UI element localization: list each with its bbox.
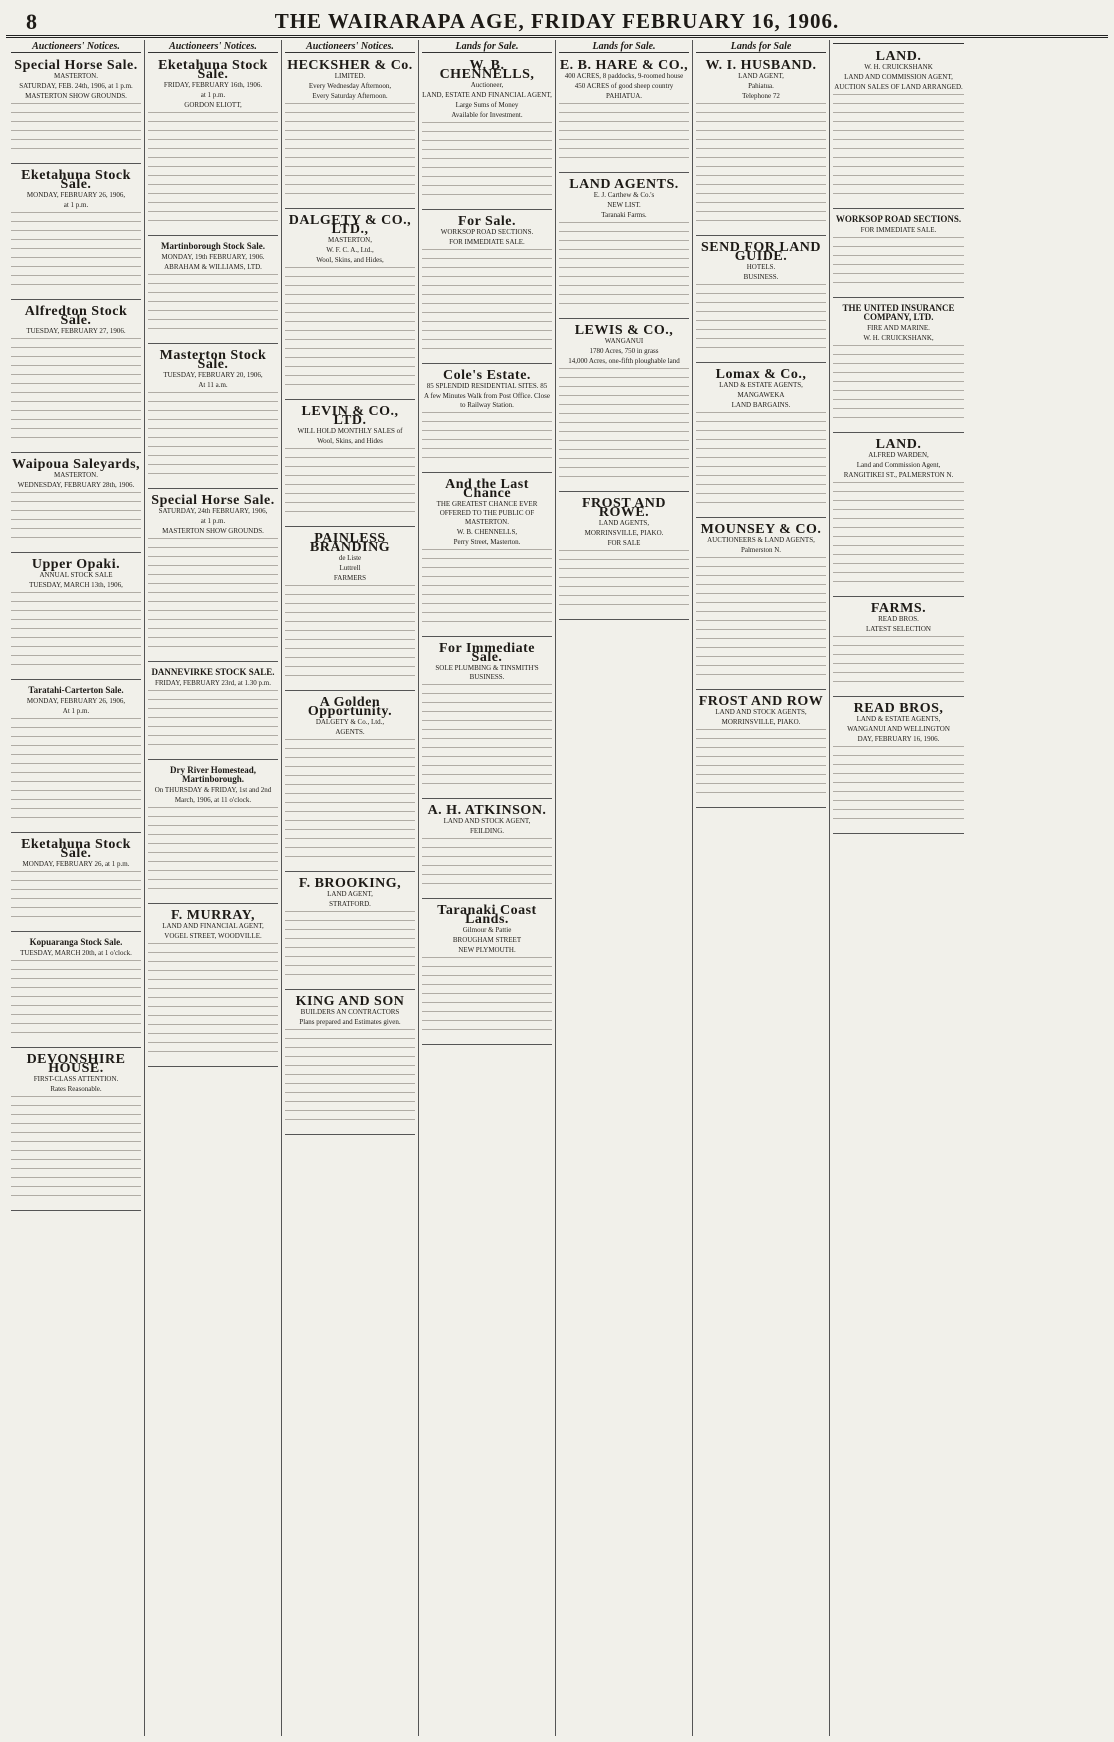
advertisement xyxy=(285,693,415,872)
ad-line: de Liste xyxy=(338,554,362,562)
advertisement xyxy=(11,682,141,833)
ad-heading: LEWIS & CO., xyxy=(574,323,674,338)
ad-line: LAND AND STOCK AGENTS, xyxy=(715,708,807,716)
ad-body-text xyxy=(285,911,415,983)
ad-body-text xyxy=(422,957,552,1038)
column-header: Lands for Sale. xyxy=(422,42,552,53)
ad-line: FRIDAY, FEBRUARY 16th, 1906. xyxy=(163,81,263,89)
ad-line: MASTERTON, xyxy=(328,236,372,244)
advertisement xyxy=(285,211,415,400)
ad-body-text xyxy=(285,448,415,520)
ad-heading: And the Last Chance xyxy=(445,477,529,501)
advertisement xyxy=(833,599,964,697)
ad-line: MONDAY, FEBRUARY 26, 1906, xyxy=(26,191,126,199)
ad-line: LIMITED. xyxy=(334,72,366,80)
ad-line: TUESDAY, MARCH 20th, at 1 o'clock. xyxy=(20,949,132,957)
ad-body-text xyxy=(422,122,552,203)
ad-body-text xyxy=(422,549,552,630)
ad-heading: Lomax & Co., xyxy=(715,367,807,382)
advertisement xyxy=(11,166,141,300)
advertisement xyxy=(285,56,415,209)
advertisement xyxy=(833,300,964,433)
advertisement xyxy=(285,529,415,691)
ad-line: LAND AND COMMISSION AGENT, xyxy=(844,73,953,81)
ad-body-text xyxy=(285,585,415,684)
ad-line: MONDAY, FEBRUARY 26, at 1 p.m. xyxy=(22,860,130,868)
ad-line: 85 SPLENDID RESIDENTIAL SITES. 85 xyxy=(426,382,548,390)
ad-heading: Masterton Stock Sale. xyxy=(159,348,267,372)
ad-line: Telephone 72 xyxy=(742,92,780,100)
columns-container xyxy=(8,40,1106,1736)
ad-heading: F. MURRAY, xyxy=(171,908,255,923)
ad-line: THE GREATEST CHANCE EVER OFFERED TO THE PUBLIC OF MASTERTON. xyxy=(436,500,538,526)
ad-body-text xyxy=(285,739,415,865)
ad-heading: For Immediate Sale. xyxy=(438,641,536,665)
ad-body-text xyxy=(422,838,552,892)
advertisement xyxy=(696,238,826,363)
ad-line: Available for Investment. xyxy=(451,111,523,119)
ad-heading: Eketahuna Stock Sale. xyxy=(21,168,131,192)
ad-heading: DANNEVIRKE STOCK SALE. xyxy=(151,667,275,677)
ad-line: SATURDAY, 24th FEBRUARY, 1906, xyxy=(158,507,268,515)
advertisement xyxy=(422,901,552,1045)
ad-heading: Dry River Homestead, Martinborough. xyxy=(169,765,257,784)
ad-body-text xyxy=(696,284,826,356)
ad-line: LAND & ESTATE AGENTS, xyxy=(719,381,803,389)
column-header: Auctioneers' Notices. xyxy=(285,42,415,53)
ad-heading: Eketahuna Stock Sale. xyxy=(21,837,131,861)
ad-line: W. H. CRUICKSHANK, xyxy=(863,334,934,342)
advertisement xyxy=(11,455,141,553)
ad-body-text xyxy=(422,684,552,792)
advertisement xyxy=(285,874,415,990)
ad-line: BROUGHAM STREET xyxy=(452,936,522,944)
ad-body-text xyxy=(696,103,826,229)
ad-heading: WORKSOP ROAD SECTIONS. xyxy=(835,214,962,224)
ad-body-text xyxy=(148,392,278,482)
column-3 xyxy=(282,40,419,1736)
ad-line: ANNUAL STOCK SALE xyxy=(39,571,113,579)
ad-body-text xyxy=(422,249,552,357)
ad-body-text xyxy=(285,267,415,393)
advertisement xyxy=(11,56,141,164)
ad-heading: Taratahi-Carterton Sale. xyxy=(28,685,124,695)
column-7 xyxy=(830,40,967,1736)
ad-heading: A. H. ATKINSON. xyxy=(427,803,547,818)
advertisement xyxy=(285,402,415,527)
ad-heading: DEVONSHIRE HOUSE. xyxy=(26,1052,126,1076)
ad-heading: Kopuaranga Stock Sale. xyxy=(29,937,123,947)
ad-heading: SEND FOR LAND GUIDE. xyxy=(700,240,822,264)
ad-line: READ BROS. xyxy=(878,615,919,623)
ad-line: MONDAY, FEBRUARY 26, 1906, xyxy=(26,697,126,705)
advertisement xyxy=(422,56,552,210)
advertisement xyxy=(559,321,689,492)
advertisement xyxy=(422,212,552,364)
ad-line: PAHIATUA. xyxy=(605,92,643,100)
ad-line: FOR SALE xyxy=(607,539,641,547)
ad-line: VOGEL STREET, WOODVILLE. xyxy=(164,932,262,940)
ad-line: Every Wednesday Afternoon, xyxy=(308,82,392,90)
page-number: 8 xyxy=(26,8,37,34)
ad-body-text xyxy=(422,412,552,466)
ad-line: MORRINSVILLE, PIAKO. xyxy=(721,718,801,726)
ad-line: FOR IMMEDIATE SALE. xyxy=(860,226,937,234)
ad-line: TUESDAY, MARCH 13th, 1906, xyxy=(29,581,123,589)
column-6 xyxy=(693,40,830,1736)
ad-body-text xyxy=(559,368,689,485)
ad-line: W. H. CRUICKSHANK xyxy=(864,63,933,71)
ad-heading: Waipoua Saleyards, xyxy=(11,457,141,472)
ad-line: LAND AND STOCK AGENT, xyxy=(443,817,531,825)
column-2 xyxy=(145,40,282,1736)
ad-heading: LEVIN & CO., LTD. xyxy=(301,404,399,428)
ad-line: FEILDING. xyxy=(469,827,505,835)
ad-line: at 1 p.m. xyxy=(200,517,226,525)
ad-body-text xyxy=(11,103,141,157)
ad-line: 450 ACRES of good sheep country xyxy=(574,82,674,90)
advertisement xyxy=(696,365,826,518)
ad-heading: W. B. CHENNELLS, xyxy=(439,58,535,82)
ad-body-text xyxy=(11,338,141,446)
ad-heading: HECKSHER & Co. xyxy=(287,58,413,73)
ad-body-text xyxy=(148,274,278,337)
ad-heading: Special Horse Sale. xyxy=(14,58,138,73)
ad-heading: Alfredton Stock Sale. xyxy=(24,304,128,328)
advertisement xyxy=(148,491,278,662)
ad-body-text xyxy=(833,482,964,590)
ad-body-text xyxy=(11,492,141,546)
column-5 xyxy=(556,40,693,1736)
ad-line: LAND AGENT, xyxy=(327,890,373,898)
ad-heading: F. BROOKING, xyxy=(298,876,402,891)
ad-line: ALFRED WARDEN, xyxy=(868,451,929,459)
ad-line: Land and Commission Agent, xyxy=(856,461,941,469)
column-header: Lands for Sale. xyxy=(559,42,689,53)
ad-line: DALGETY & Co., Ltd., xyxy=(315,718,385,726)
ad-line: NEW LIST. xyxy=(607,201,641,209)
ad-body-text xyxy=(696,557,826,683)
ad-body-text xyxy=(11,960,141,1041)
ad-line: At 11 a.m. xyxy=(198,381,228,389)
column-4 xyxy=(419,40,556,1736)
ad-heading: For Sale. xyxy=(458,214,516,229)
ad-line: SATURDAY, FEB. 24th, 1906, at 1 p.m. xyxy=(19,82,133,90)
ad-line: NEW PLYMOUTH. xyxy=(458,946,516,954)
ad-line: BUSINESS. xyxy=(743,273,779,281)
ad-body-text xyxy=(11,871,141,925)
ad-body-text xyxy=(11,1096,141,1204)
ad-line: 14,000 Acres, one-fifth ploughable land xyxy=(568,357,680,365)
masthead xyxy=(6,8,1108,38)
ad-body-text xyxy=(148,690,278,753)
ad-line: LAND AGENTS, xyxy=(598,519,650,527)
advertisement xyxy=(559,175,689,319)
ad-line: at 1 p.m. xyxy=(63,201,89,209)
ad-heading: MOUNSEY & CO. xyxy=(700,522,822,537)
ad-heading: Cole's Estate. xyxy=(443,368,531,383)
ad-line: Pahiatua. xyxy=(748,82,774,90)
column-header: Auctioneers' Notices. xyxy=(148,42,278,53)
ad-body-text xyxy=(833,345,964,426)
ad-line: AUCTION SALES OF LAND ARRANGED. xyxy=(834,83,963,91)
ad-body-text xyxy=(833,237,964,291)
ad-line: WILL HOLD MONTHLY SALES of xyxy=(297,427,403,435)
ad-heading: FARMS. xyxy=(870,601,927,616)
ad-line: Luttrell xyxy=(339,564,361,572)
ad-line: MASTERTON. xyxy=(54,471,98,479)
advertisement xyxy=(148,762,278,904)
ad-body-text xyxy=(11,212,141,293)
ad-line: DAY, FEBRUARY 16, 1906. xyxy=(857,735,940,743)
ad-line: Perry Street, Masterton. xyxy=(453,538,521,546)
ad-body-text xyxy=(559,550,689,613)
ad-body-text xyxy=(833,746,964,827)
advertisement xyxy=(422,366,552,473)
ad-line: Palmerston N. xyxy=(740,546,782,554)
column-header: Auctioneers' Notices. xyxy=(11,42,141,53)
ad-line: WANGANUI AND WELLINGTON xyxy=(847,725,950,733)
ad-line: Plans prepared and Estimates given. xyxy=(299,1018,401,1026)
ad-heading: KING AND SON xyxy=(295,994,405,1009)
ad-line: ABRAHAM & WILLIAMS, LTD. xyxy=(164,263,262,271)
ad-heading: A Golden Opportunity. xyxy=(307,695,393,719)
ad-line: LAND AGENT, xyxy=(738,72,784,80)
ad-line: TUESDAY, FEBRUARY 20, 1906, xyxy=(163,371,263,379)
ad-heading: LAND. xyxy=(875,437,922,452)
ad-body-text xyxy=(285,1029,415,1128)
advertisement xyxy=(422,639,552,799)
ad-body-text xyxy=(696,412,826,511)
ad-line: At 1 p.m. xyxy=(62,707,90,715)
ad-heading: PAINLESS BRANDING xyxy=(309,531,391,555)
ad-line: Wool, Skins, and Hides, xyxy=(316,256,384,264)
ad-line: MANGAWEKA xyxy=(737,391,785,399)
advertisement xyxy=(11,555,141,680)
advertisement xyxy=(11,934,141,1048)
ad-line: LATEST SELECTION xyxy=(865,625,931,633)
ad-line: LAND BARGAINS. xyxy=(731,401,791,409)
advertisement xyxy=(833,211,964,298)
ad-line: Every Saturday Afternoon. xyxy=(312,92,388,100)
ad-line: MASTERTON SHOW GROUNDS. xyxy=(162,527,264,535)
ad-heading: E. B. HARE & CO., xyxy=(559,58,689,73)
ad-heading: Special Horse Sale. xyxy=(151,493,275,508)
ad-line: FOR IMMEDIATE SALE. xyxy=(449,238,525,246)
ad-line: On THURSDAY & FRIDAY, 1st and 2nd xyxy=(154,786,272,794)
ad-line: at 1 p.m. xyxy=(200,91,226,99)
ad-heading: THE UNITED INSURANCE COMPANY, LTD. xyxy=(842,303,955,322)
ad-line: WEDNESDAY, FEBRUARY 28th, 1906. xyxy=(17,481,135,489)
ad-line: HOTELS. xyxy=(746,263,776,271)
ad-line: GORDON ELIOTT, xyxy=(184,101,242,109)
ad-line: Gilmour & Pattie xyxy=(462,926,512,934)
ad-line: W. F. C. A., Ltd., xyxy=(326,246,374,254)
ad-line: MASTERTON. xyxy=(54,72,98,80)
ad-heading: Taranaki Coast Lands. xyxy=(437,903,537,927)
ad-heading: LAND. xyxy=(875,49,922,64)
ad-line: FIRST-CLASS ATTENTION. xyxy=(33,1075,119,1083)
advertisement xyxy=(148,56,278,236)
ad-body-text xyxy=(148,538,278,655)
ad-line: Taranaki Farms. xyxy=(601,211,647,219)
ad-heading: LAND AGENTS. xyxy=(569,177,679,192)
ad-line: LAND, ESTATE AND FINANCIAL AGENT, xyxy=(422,91,552,99)
ad-body-text xyxy=(148,807,278,897)
ad-heading: Martinborough Stock Sale. xyxy=(160,241,266,251)
advertisement xyxy=(422,801,552,899)
advertisement xyxy=(559,56,689,173)
ad-line: MORRINSVILLE, PIAKO. xyxy=(584,529,664,537)
ad-line: Large Sums of Money xyxy=(455,101,519,109)
ad-line: Auctioneer, xyxy=(470,81,504,89)
ad-heading: Eketahuna Stock Sale. xyxy=(158,58,268,82)
ad-body-text xyxy=(559,222,689,312)
ad-line: LAND & ESTATE AGENTS, xyxy=(856,715,941,723)
advertisement xyxy=(696,56,826,236)
advertisement xyxy=(285,992,415,1135)
advertisement xyxy=(11,1050,141,1211)
ad-line: 1780 Acres, 750 in grass xyxy=(589,347,659,355)
ad-heading: W. I. HUSBAND. xyxy=(705,58,817,73)
ad-body-text xyxy=(833,94,964,202)
ad-heading: FROST AND ROW xyxy=(698,694,824,709)
ad-line: Wool, Skins, and Hides xyxy=(317,437,383,445)
ad-line: Rates Reasonable. xyxy=(50,1085,102,1093)
advertisement xyxy=(148,664,278,760)
ad-body-text xyxy=(148,943,278,1060)
advertisement xyxy=(11,835,141,932)
ad-line: STRATFORD. xyxy=(329,900,371,908)
ad-line: AGENTS. xyxy=(335,728,365,736)
ad-heading: FROST AND ROWE. xyxy=(582,496,666,520)
advertisement xyxy=(148,238,278,344)
ad-body-text xyxy=(148,112,278,229)
ad-line: E. J. Carthew & Co.'s xyxy=(593,191,655,199)
ad-line: TUESDAY, FEBRUARY 27, 1906. xyxy=(26,327,126,335)
ad-body-text xyxy=(559,103,689,166)
advertisement xyxy=(148,346,278,489)
ad-body-text xyxy=(11,718,141,826)
advertisement xyxy=(833,47,964,209)
ad-body-text xyxy=(285,103,415,202)
advertisement xyxy=(422,475,552,637)
ad-line: BUILDERS AN CONTRACTORS xyxy=(300,1008,400,1016)
ad-line: SOLE PLUMBING & TINSMITH'S BUSINESS. xyxy=(435,664,539,681)
ad-line: March, 1906, at 11 o'clock. xyxy=(174,796,252,804)
ad-line: FIRE AND MARINE. xyxy=(867,324,930,332)
ad-line: RANGITIKEI ST., PALMERSTON N. xyxy=(843,471,954,479)
ad-body-text xyxy=(833,636,964,690)
ad-line: WORKSOP ROAD SECTIONS. xyxy=(440,228,534,236)
advertisement xyxy=(11,302,141,453)
ad-line: FARMERS xyxy=(333,574,367,582)
ad-line: WANGANUI xyxy=(604,337,644,345)
ad-heading: Upper Opaki. xyxy=(31,557,121,572)
ad-line: MONDAY, 19th FEBRUARY, 1906. xyxy=(161,253,265,261)
ad-line: FRIDAY, FEBRUARY 23rd, at 1.30 p.m. xyxy=(154,679,272,687)
ad-line: LAND AND FINANCIAL AGENT, xyxy=(162,922,264,930)
column-1 xyxy=(8,40,145,1736)
column-header: Lands for Sale xyxy=(696,42,826,53)
advertisement xyxy=(696,692,826,808)
advertisement xyxy=(559,494,689,620)
ad-line: 400 ACRES, 8 paddocks, 9-roomed house xyxy=(564,72,684,80)
ad-line: W. B. CHENNELLS, xyxy=(456,528,518,536)
ad-heading: DALGETY & CO., LTD., xyxy=(288,213,412,237)
advertisement xyxy=(696,520,826,690)
ad-body-text xyxy=(11,592,141,673)
newspaper-title: THE WAIRARAPA AGE, FRIDAY FEBRUARY 16, 1906. xyxy=(274,9,840,33)
ad-line: MASTERTON SHOW GROUNDS. xyxy=(25,92,127,100)
advertisement xyxy=(833,699,964,834)
advertisement xyxy=(833,435,964,597)
advertisement xyxy=(148,906,278,1067)
column-header xyxy=(833,42,964,44)
ad-line: AUCTIONEERS & LAND AGENTS, xyxy=(707,536,815,544)
ad-line: A few Minutes Walk from Post Office. Close to Railway Station. xyxy=(424,392,550,409)
ad-body-text xyxy=(696,729,826,801)
ad-heading: READ BROS, xyxy=(853,701,944,716)
